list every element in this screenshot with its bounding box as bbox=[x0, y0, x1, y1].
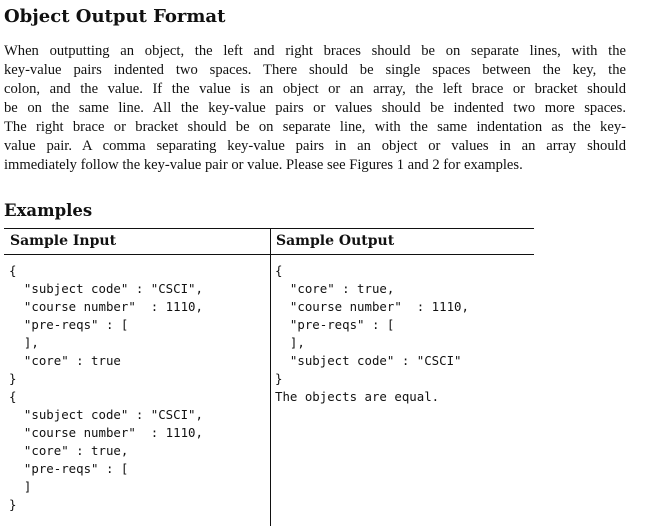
sample-output-header: Sample Output bbox=[276, 233, 395, 249]
examples-title: Examples bbox=[4, 201, 93, 220]
table-header-rule bbox=[4, 254, 534, 255]
table-column-divider bbox=[270, 228, 271, 526]
examples-table bbox=[4, 228, 534, 526]
sample-input-code: { "subject code" : "CSCI", "course number" : 1110, "pre-reqs" : [ ], "core" : true } { "subject code" : "CSCI", "course number" : 1110, "core" : true, "pre-reqs" : [ ] } bbox=[9, 263, 203, 512]
paragraph-line: colon, and the value. If the value is an object or an array, the left brace or bracket should bbox=[4, 81, 626, 97]
paragraph-line: immediately follow the key-value pair or value. Please see Figures 1 and 2 for examples. bbox=[4, 157, 523, 173]
description-paragraph bbox=[4, 42, 626, 175]
paragraph-line: key-value pairs indented two spaces. There should be single spaces between the key, the bbox=[4, 62, 626, 78]
paragraph-line: The right brace or bracket should be on separate line, with the same indentation as the key- bbox=[4, 119, 626, 135]
sample-input-header: Sample Input bbox=[10, 233, 117, 249]
table-top-rule bbox=[4, 228, 534, 229]
paragraph-line: value pair. A comma separating key-value pairs in an object or values in an array should bbox=[4, 138, 626, 154]
paragraph-line: be on the same line. All the key-value pairs or values should be indented two more spaces. bbox=[4, 100, 626, 116]
paragraph-line: When outputting an object, the left and right braces should be on separate lines, with the bbox=[4, 43, 626, 59]
sample-output-code: { "core" : true, "course number" : 1110, "pre-reqs" : [ ], "subject code" : "CSCI" } The objects are equal. bbox=[275, 263, 469, 404]
section-title: Object Output Format bbox=[4, 6, 226, 27]
